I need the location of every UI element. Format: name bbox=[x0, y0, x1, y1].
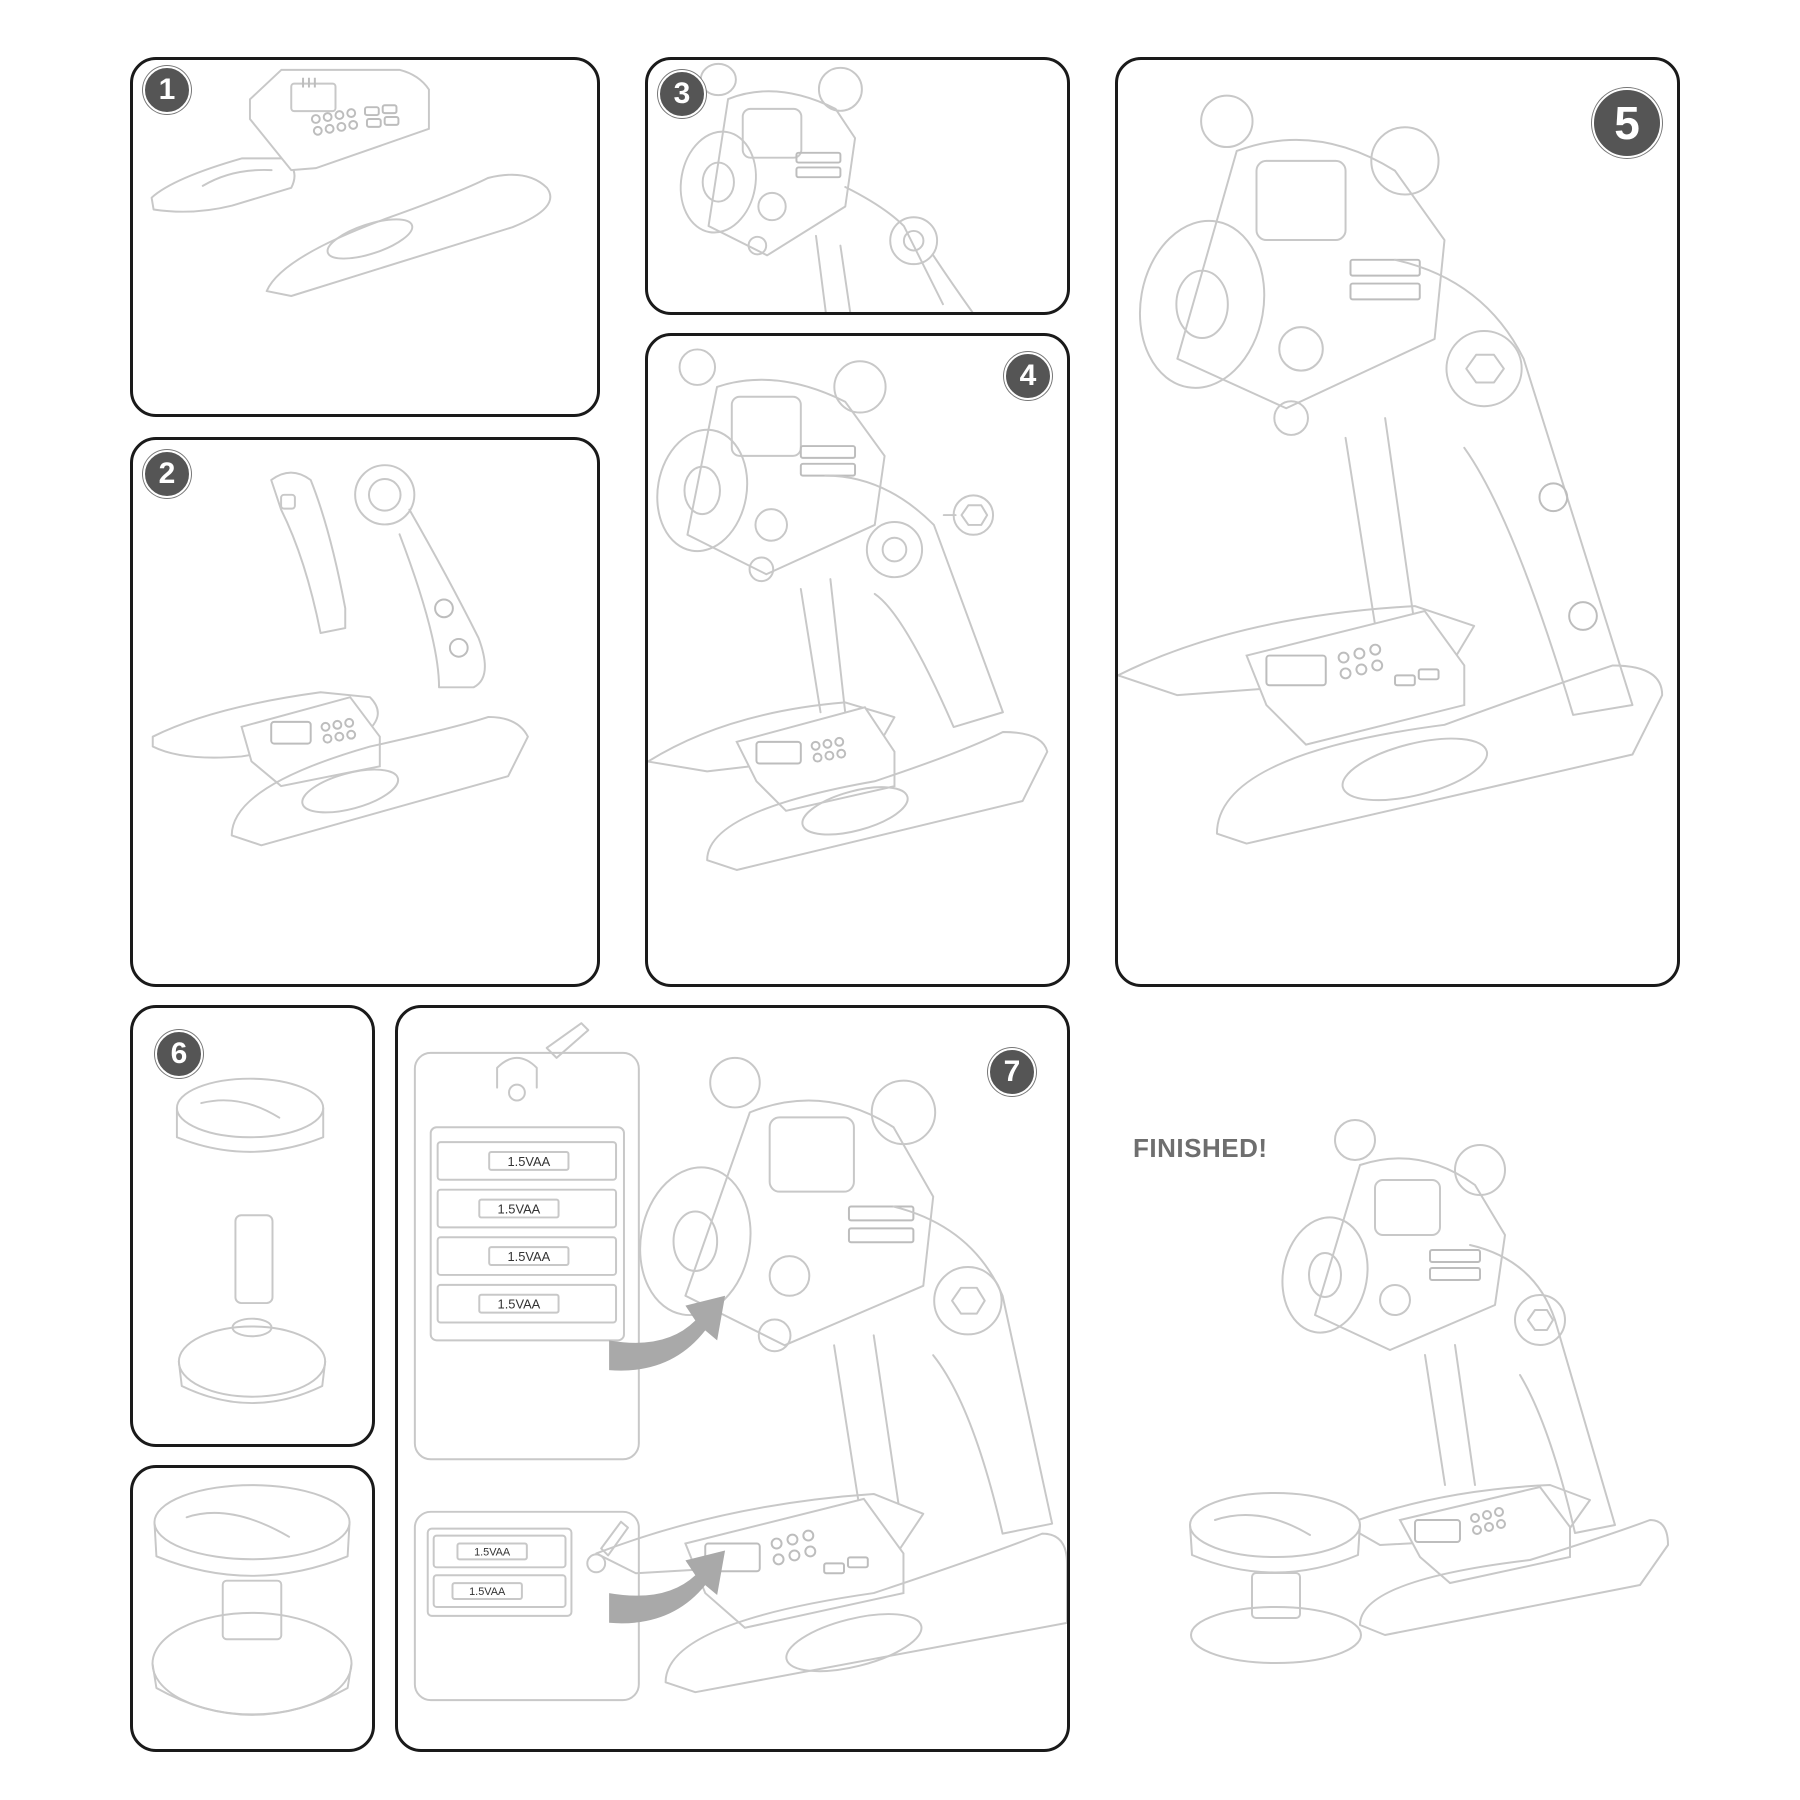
step-4-panel bbox=[645, 333, 1070, 987]
step-number-badge: 2 bbox=[143, 450, 191, 498]
svg-text:1.5VAA: 1.5VAA bbox=[474, 1546, 511, 1559]
step-number-badge: 6 bbox=[155, 1030, 203, 1078]
step-4-illustration bbox=[648, 336, 1067, 984]
battery-cell bbox=[438, 1285, 616, 1323]
gray-curved-arrow-icon bbox=[609, 1550, 725, 1623]
step-7-panel bbox=[395, 1005, 1070, 1752]
svg-text:1.5VAA: 1.5VAA bbox=[497, 1296, 541, 1312]
stool-assembled-panel bbox=[130, 1465, 375, 1752]
step-3-panel bbox=[645, 57, 1070, 315]
step-2-panel bbox=[130, 437, 600, 987]
step-number-badge: 3 bbox=[658, 70, 706, 118]
step-number-badge: 5 bbox=[1592, 88, 1662, 158]
step-5-panel bbox=[1115, 57, 1680, 987]
gray-curved-arrow-icon bbox=[609, 1296, 725, 1371]
battery-cell bbox=[434, 1575, 566, 1607]
step-3-illustration bbox=[648, 60, 1067, 312]
step-number-badge: 4 bbox=[1004, 352, 1052, 400]
svg-text:1.5VAA: 1.5VAA bbox=[507, 1249, 551, 1265]
battery-cell bbox=[438, 1190, 616, 1228]
battery-cell bbox=[438, 1237, 616, 1275]
step-number-badge: 7 bbox=[988, 1048, 1036, 1096]
finished-label: FINISHED! bbox=[1133, 1133, 1268, 1163]
battery-cell bbox=[438, 1142, 616, 1180]
step-2-illustration bbox=[133, 440, 597, 984]
step-number-badge: 1 bbox=[143, 66, 191, 114]
svg-text:1.5VAA: 1.5VAA bbox=[497, 1201, 541, 1217]
step-5-illustration bbox=[1118, 60, 1677, 984]
svg-text:1.5VAA: 1.5VAA bbox=[507, 1153, 551, 1169]
step-1-panel bbox=[130, 57, 600, 417]
finished-illustration bbox=[1170, 1105, 1670, 1665]
stool-illustration bbox=[133, 1468, 372, 1749]
step-1-illustration bbox=[133, 60, 597, 414]
step-6-panel bbox=[130, 1005, 375, 1447]
battery-cell bbox=[434, 1536, 566, 1568]
step-7-illustration bbox=[398, 1008, 1067, 1749]
svg-text:1.5VAA: 1.5VAA bbox=[469, 1586, 506, 1599]
